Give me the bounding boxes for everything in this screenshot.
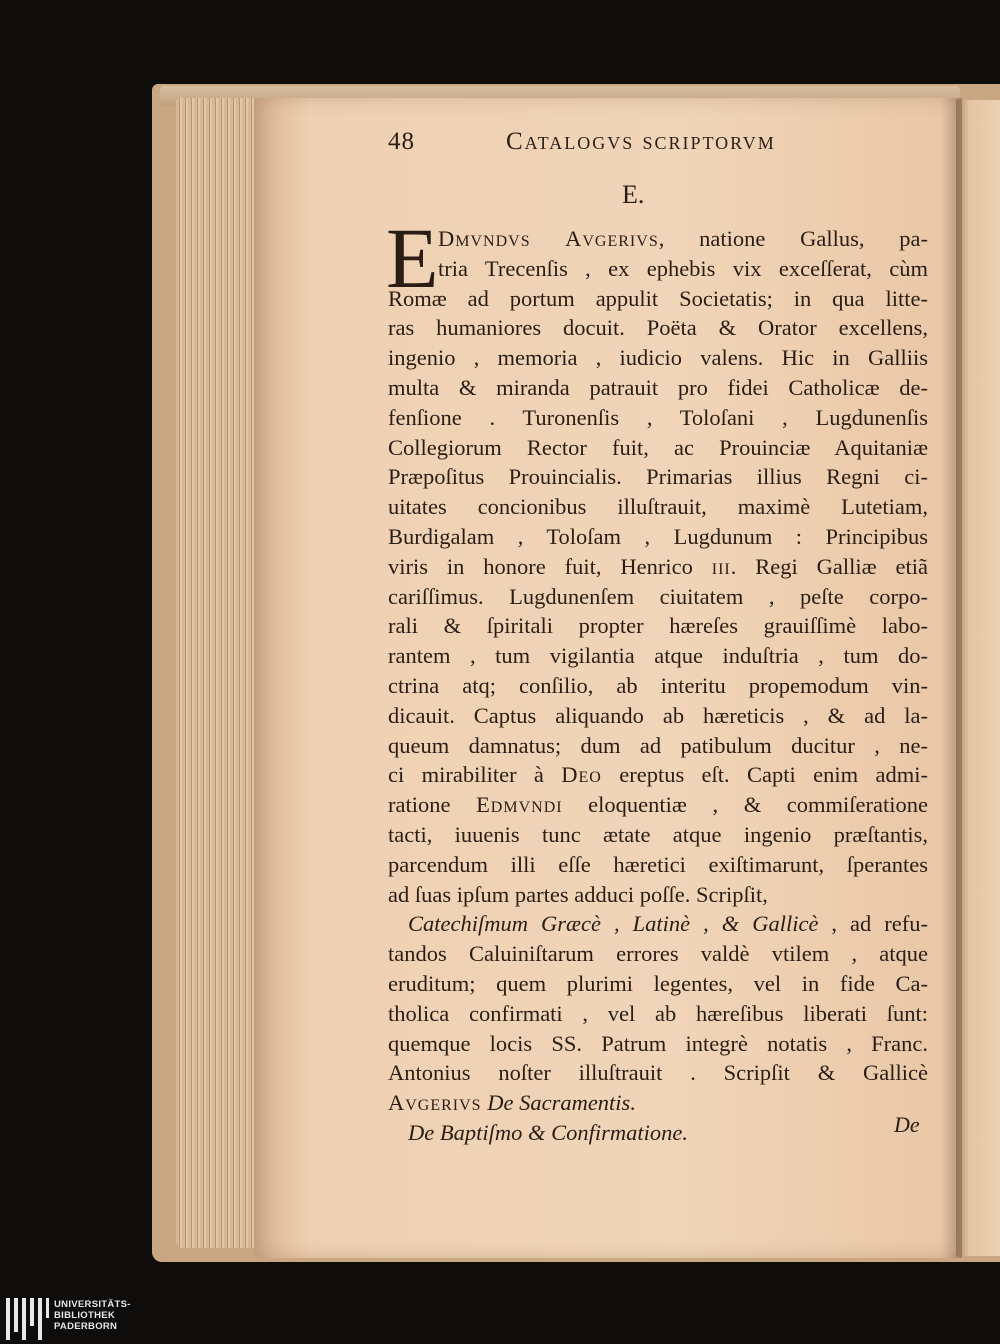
facing-page-edge [956, 100, 1000, 1256]
text-line [388, 462, 928, 492]
text-line [388, 641, 928, 671]
text-segment: ci mirabiliter à [388, 762, 562, 788]
text-segment: Collegiorum Rector fuit, ac Prouinciæ Aquitaniæ [388, 434, 928, 460]
text-segment: , natione Gallus, pa- [658, 226, 928, 251]
text-line [388, 522, 928, 552]
text-line [388, 313, 928, 343]
text-segment: quemque locis SS. Patrum integrè notatis , Franc. [388, 1030, 928, 1056]
text-line [388, 254, 928, 284]
text-segment: tholica confirmati , vel ab hæreſibus liberati ſunt: [388, 1000, 928, 1026]
text-line [388, 969, 928, 999]
running-head [388, 128, 818, 162]
text-segment: cariſſimus. Lugdunenſem ciuitatem , peſte corpo- [388, 583, 928, 609]
text-line [388, 552, 928, 582]
running-title: Catalogvs scriptorvm [506, 128, 776, 155]
text-segment: ereptus eſt. Capti enim admi- [601, 762, 928, 788]
library-name [54, 1299, 131, 1332]
drop-cap: E [386, 210, 439, 306]
text-segment: parcendum illi eſſe hæretici exiſtimarunt, ſperantes [388, 851, 928, 877]
text-segment: fenſione . Turonenſis , Toloſani , Lugdunenſis [388, 404, 928, 430]
text-segment: ad ſuas ipſum partes adduci poſſe. Scripſit, [388, 881, 768, 907]
text-segment: eruditum; quem plurimi legentes, vel in fide Ca- [388, 970, 928, 996]
text-segment: multa & miranda patrauit pro fidei Catholicæ de- [388, 374, 928, 400]
text-line [388, 582, 928, 612]
text-line [388, 671, 928, 701]
text-line [388, 820, 928, 850]
text-line [388, 373, 928, 403]
text-segment: rali & ſpiritali propter hæreſes grauiſſimè labo- [388, 613, 928, 639]
text-segment: Præpoſitus Prouincialis. Primarias illius Regni ci- [388, 464, 928, 490]
text-segment: Edmvndi [476, 792, 563, 818]
library-name-line: PADERBORN [54, 1321, 118, 1332]
text-segment: eloquentiæ , & commiſeratione [562, 792, 929, 818]
text-line [388, 403, 928, 433]
library-name-line: BIBLIOTHEK [54, 1310, 116, 1321]
text-line [388, 939, 928, 969]
text-segment: dicauit. Captus aliquando ab hæreticis , & ad la- [388, 702, 928, 728]
text-segment: De Sacramentis. [481, 1090, 636, 1116]
text-line [388, 1118, 928, 1148]
text-segment: uitates concionibus illuſtrauit, maximè Lutetiam, [388, 494, 928, 520]
text-line [388, 1058, 928, 1088]
text-segment: viris in honore fuit, Henrico [388, 553, 712, 579]
text-line [388, 850, 928, 880]
gutter-shadow [940, 98, 962, 1258]
text-line [388, 1029, 928, 1059]
text-segment: Avgerivs [388, 1090, 482, 1116]
text-line [388, 701, 928, 731]
page-leaves [176, 98, 262, 1248]
text-segment: queum damnatus; dum ad patibulum ducitur , ne- [388, 732, 928, 758]
text-segment: tacti, iuuenis tunc ætate atque ingenio præſtantis, [388, 821, 928, 847]
text-segment: tria Trecenſis , ex ephebis vix exceſſerat, cùm [438, 255, 928, 281]
library-logo-icon [6, 1298, 50, 1340]
text-line [388, 731, 928, 761]
text-line [388, 224, 928, 254]
text-line [388, 1088, 928, 1118]
body-text [388, 224, 928, 1148]
catchword: De [894, 1112, 920, 1137]
text-segment: iii [711, 553, 731, 579]
text-line [388, 611, 928, 641]
text-line [388, 492, 928, 522]
text-segment: ras humaniores docuit. Poëta & Orator excellens, [388, 315, 928, 341]
text-segment: rantem , tum vigilantia atque induſtria , tum do- [388, 643, 928, 669]
page-number: 48 [388, 128, 415, 155]
text-line [388, 433, 928, 463]
library-name-line: UNIVERSITÄTS- [54, 1299, 131, 1310]
section-letter: E. [622, 180, 645, 209]
text-line [388, 790, 928, 820]
text-segment: , ad refu- [818, 911, 929, 937]
text-line [388, 343, 928, 373]
text-segment: . Regi Galliæ etiã [730, 553, 929, 579]
text-segment: ingenio , memoria , iudicio valens. Hic in Galliis [388, 345, 928, 371]
text-line [388, 760, 928, 790]
text-segment: De Baptiſmo & Confirmatione. [408, 1119, 688, 1145]
text-segment: Deo [561, 762, 602, 788]
text-segment: ctrina atq; conſilio, ab interitu propemodum vin- [388, 672, 928, 698]
text-line [388, 880, 928, 910]
text-segment: Burdigalam , Toloſam , Lugdunum : Principibus [388, 523, 928, 549]
text-segment: Antonius noſter illuſtrauit . Scripſit & Gallicè [388, 1060, 928, 1086]
text-segment: Dmvndvs Avgerivs [438, 226, 659, 251]
text-line [388, 284, 928, 314]
library-footer [0, 1294, 1000, 1344]
text-segment: ratione [388, 792, 477, 818]
text-segment: Catechiſmum Græcè , Latinè , & Gallicè [408, 911, 819, 937]
text-segment: tandos Caluiniſtarum errores valdè vtilem , atque [388, 941, 928, 967]
text-line [388, 999, 928, 1029]
text-segment: Romæ ad portum appulit Societatis; in qua litte- [388, 285, 928, 311]
text-line [388, 909, 928, 939]
